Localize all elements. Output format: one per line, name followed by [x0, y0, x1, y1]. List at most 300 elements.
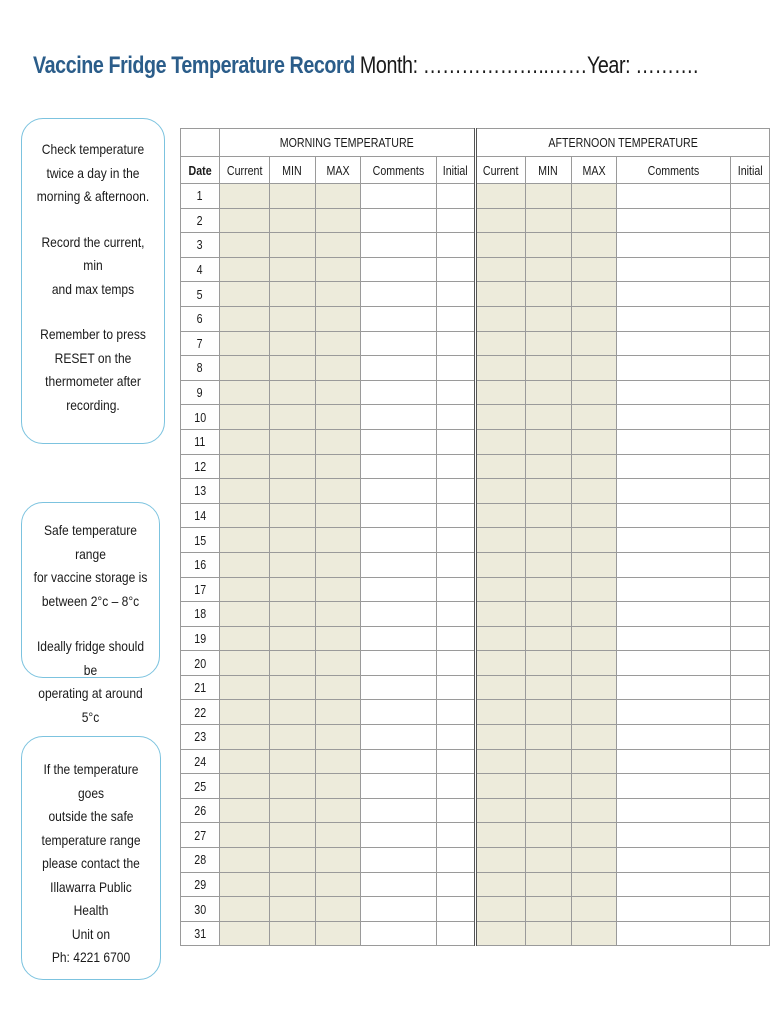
morning-comments-cell[interactable]	[361, 208, 437, 233]
morning-comments-cell[interactable]	[361, 282, 437, 307]
morning-min-cell[interactable]	[269, 306, 315, 331]
afternoon-min-cell[interactable]	[525, 700, 571, 725]
afternoon-current-cell[interactable]	[476, 479, 526, 504]
afternoon-comments-cell[interactable]	[617, 725, 730, 750]
morning-min-cell[interactable]	[269, 798, 315, 823]
afternoon-max-cell[interactable]	[571, 749, 616, 774]
morning-min-cell[interactable]	[269, 651, 315, 676]
afternoon-max-cell[interactable]	[571, 503, 616, 528]
morning-current-cell[interactable]	[220, 798, 270, 823]
morning-min-cell[interactable]	[269, 823, 315, 848]
afternoon-current-cell[interactable]	[476, 356, 526, 381]
morning-min-cell[interactable]	[269, 602, 315, 627]
morning-max-cell[interactable]	[315, 774, 360, 799]
morning-current-cell[interactable]	[220, 454, 270, 479]
afternoon-comments-cell[interactable]	[617, 257, 730, 282]
afternoon-initial-cell[interactable]	[730, 872, 769, 897]
afternoon-min-cell[interactable]	[525, 552, 571, 577]
afternoon-min-cell[interactable]	[525, 897, 571, 922]
morning-current-cell[interactable]	[220, 675, 270, 700]
afternoon-max-cell[interactable]	[571, 774, 616, 799]
morning-initial-cell[interactable]	[436, 749, 475, 774]
morning-initial-cell[interactable]	[436, 233, 475, 258]
morning-min-cell[interactable]	[269, 774, 315, 799]
afternoon-current-cell[interactable]	[476, 848, 526, 873]
morning-comments-cell[interactable]	[361, 429, 437, 454]
morning-initial-cell[interactable]	[436, 257, 475, 282]
morning-max-cell[interactable]	[315, 626, 360, 651]
morning-current-cell[interactable]	[220, 380, 270, 405]
afternoon-current-cell[interactable]	[476, 921, 526, 946]
afternoon-max-cell[interactable]	[571, 626, 616, 651]
afternoon-initial-cell[interactable]	[730, 429, 769, 454]
afternoon-initial-cell[interactable]	[730, 528, 769, 553]
morning-current-cell[interactable]	[220, 208, 270, 233]
morning-comments-cell[interactable]	[361, 626, 437, 651]
morning-min-cell[interactable]	[269, 897, 315, 922]
morning-current-cell[interactable]	[220, 479, 270, 504]
afternoon-min-cell[interactable]	[525, 651, 571, 676]
afternoon-initial-cell[interactable]	[730, 749, 769, 774]
morning-comments-cell[interactable]	[361, 454, 437, 479]
morning-initial-cell[interactable]	[436, 848, 475, 873]
morning-initial-cell[interactable]	[436, 503, 475, 528]
afternoon-min-cell[interactable]	[525, 749, 571, 774]
morning-initial-cell[interactable]	[436, 380, 475, 405]
afternoon-initial-cell[interactable]	[730, 675, 769, 700]
afternoon-comments-cell[interactable]	[617, 700, 730, 725]
afternoon-min-cell[interactable]	[525, 405, 571, 430]
afternoon-max-cell[interactable]	[571, 577, 616, 602]
morning-min-cell[interactable]	[269, 725, 315, 750]
afternoon-comments-cell[interactable]	[617, 479, 730, 504]
morning-min-cell[interactable]	[269, 405, 315, 430]
afternoon-min-cell[interactable]	[525, 921, 571, 946]
afternoon-initial-cell[interactable]	[730, 798, 769, 823]
afternoon-initial-cell[interactable]	[730, 208, 769, 233]
afternoon-max-cell[interactable]	[571, 823, 616, 848]
morning-comments-cell[interactable]	[361, 700, 437, 725]
morning-max-cell[interactable]	[315, 257, 360, 282]
morning-comments-cell[interactable]	[361, 552, 437, 577]
morning-initial-cell[interactable]	[436, 331, 475, 356]
morning-min-cell[interactable]	[269, 872, 315, 897]
afternoon-max-cell[interactable]	[571, 921, 616, 946]
afternoon-initial-cell[interactable]	[730, 774, 769, 799]
morning-initial-cell[interactable]	[436, 897, 475, 922]
afternoon-current-cell[interactable]	[476, 454, 526, 479]
morning-current-cell[interactable]	[220, 921, 270, 946]
afternoon-initial-cell[interactable]	[730, 405, 769, 430]
morning-initial-cell[interactable]	[436, 356, 475, 381]
morning-max-cell[interactable]	[315, 823, 360, 848]
morning-comments-cell[interactable]	[361, 774, 437, 799]
afternoon-comments-cell[interactable]	[617, 356, 730, 381]
morning-current-cell[interactable]	[220, 184, 270, 209]
afternoon-initial-cell[interactable]	[730, 651, 769, 676]
afternoon-min-cell[interactable]	[525, 675, 571, 700]
morning-comments-cell[interactable]	[361, 184, 437, 209]
afternoon-max-cell[interactable]	[571, 405, 616, 430]
afternoon-max-cell[interactable]	[571, 700, 616, 725]
afternoon-max-cell[interactable]	[571, 208, 616, 233]
morning-max-cell[interactable]	[315, 552, 360, 577]
afternoon-current-cell[interactable]	[476, 577, 526, 602]
morning-min-cell[interactable]	[269, 429, 315, 454]
morning-current-cell[interactable]	[220, 823, 270, 848]
afternoon-min-cell[interactable]	[525, 380, 571, 405]
morning-current-cell[interactable]	[220, 897, 270, 922]
afternoon-initial-cell[interactable]	[730, 331, 769, 356]
morning-comments-cell[interactable]	[361, 872, 437, 897]
morning-min-cell[interactable]	[269, 208, 315, 233]
morning-min-cell[interactable]	[269, 848, 315, 873]
morning-initial-cell[interactable]	[436, 306, 475, 331]
afternoon-min-cell[interactable]	[525, 233, 571, 258]
afternoon-max-cell[interactable]	[571, 233, 616, 258]
morning-current-cell[interactable]	[220, 282, 270, 307]
morning-min-cell[interactable]	[269, 626, 315, 651]
afternoon-current-cell[interactable]	[476, 774, 526, 799]
afternoon-comments-cell[interactable]	[617, 405, 730, 430]
morning-comments-cell[interactable]	[361, 528, 437, 553]
afternoon-min-cell[interactable]	[525, 798, 571, 823]
afternoon-comments-cell[interactable]	[617, 602, 730, 627]
morning-initial-cell[interactable]	[436, 626, 475, 651]
morning-min-cell[interactable]	[269, 257, 315, 282]
morning-comments-cell[interactable]	[361, 577, 437, 602]
morning-initial-cell[interactable]	[436, 282, 475, 307]
morning-comments-cell[interactable]	[361, 823, 437, 848]
morning-initial-cell[interactable]	[436, 725, 475, 750]
morning-max-cell[interactable]	[315, 602, 360, 627]
afternoon-max-cell[interactable]	[571, 257, 616, 282]
morning-initial-cell[interactable]	[436, 405, 475, 430]
morning-min-cell[interactable]	[269, 184, 315, 209]
afternoon-min-cell[interactable]	[525, 577, 571, 602]
afternoon-current-cell[interactable]	[476, 282, 526, 307]
morning-min-cell[interactable]	[269, 675, 315, 700]
afternoon-min-cell[interactable]	[525, 208, 571, 233]
afternoon-initial-cell[interactable]	[730, 823, 769, 848]
morning-max-cell[interactable]	[315, 872, 360, 897]
morning-min-cell[interactable]	[269, 921, 315, 946]
morning-max-cell[interactable]	[315, 356, 360, 381]
morning-max-cell[interactable]	[315, 479, 360, 504]
afternoon-current-cell[interactable]	[476, 208, 526, 233]
afternoon-current-cell[interactable]	[476, 405, 526, 430]
morning-comments-cell[interactable]	[361, 306, 437, 331]
afternoon-current-cell[interactable]	[476, 602, 526, 627]
afternoon-max-cell[interactable]	[571, 528, 616, 553]
morning-current-cell[interactable]	[220, 405, 270, 430]
morning-initial-cell[interactable]	[436, 552, 475, 577]
afternoon-current-cell[interactable]	[476, 798, 526, 823]
afternoon-initial-cell[interactable]	[730, 380, 769, 405]
morning-comments-cell[interactable]	[361, 356, 437, 381]
afternoon-comments-cell[interactable]	[617, 675, 730, 700]
morning-max-cell[interactable]	[315, 675, 360, 700]
afternoon-initial-cell[interactable]	[730, 233, 769, 258]
afternoon-current-cell[interactable]	[476, 233, 526, 258]
afternoon-comments-cell[interactable]	[617, 528, 730, 553]
morning-comments-cell[interactable]	[361, 479, 437, 504]
morning-current-cell[interactable]	[220, 233, 270, 258]
afternoon-current-cell[interactable]	[476, 429, 526, 454]
morning-max-cell[interactable]	[315, 184, 360, 209]
afternoon-initial-cell[interactable]	[730, 602, 769, 627]
morning-current-cell[interactable]	[220, 257, 270, 282]
afternoon-comments-cell[interactable]	[617, 823, 730, 848]
morning-initial-cell[interactable]	[436, 184, 475, 209]
morning-min-cell[interactable]	[269, 233, 315, 258]
morning-current-cell[interactable]	[220, 749, 270, 774]
morning-current-cell[interactable]	[220, 725, 270, 750]
afternoon-min-cell[interactable]	[525, 454, 571, 479]
afternoon-comments-cell[interactable]	[617, 306, 730, 331]
afternoon-min-cell[interactable]	[525, 848, 571, 873]
afternoon-min-cell[interactable]	[525, 257, 571, 282]
morning-current-cell[interactable]	[220, 602, 270, 627]
afternoon-comments-cell[interactable]	[617, 184, 730, 209]
morning-current-cell[interactable]	[220, 774, 270, 799]
morning-initial-cell[interactable]	[436, 528, 475, 553]
afternoon-initial-cell[interactable]	[730, 725, 769, 750]
afternoon-comments-cell[interactable]	[617, 921, 730, 946]
morning-initial-cell[interactable]	[436, 675, 475, 700]
morning-comments-cell[interactable]	[361, 798, 437, 823]
morning-initial-cell[interactable]	[436, 823, 475, 848]
afternoon-comments-cell[interactable]	[617, 429, 730, 454]
morning-initial-cell[interactable]	[436, 700, 475, 725]
morning-comments-cell[interactable]	[361, 257, 437, 282]
afternoon-min-cell[interactable]	[525, 429, 571, 454]
morning-current-cell[interactable]	[220, 503, 270, 528]
morning-max-cell[interactable]	[315, 306, 360, 331]
afternoon-current-cell[interactable]	[476, 331, 526, 356]
afternoon-initial-cell[interactable]	[730, 479, 769, 504]
afternoon-max-cell[interactable]	[571, 872, 616, 897]
afternoon-max-cell[interactable]	[571, 331, 616, 356]
afternoon-current-cell[interactable]	[476, 700, 526, 725]
afternoon-max-cell[interactable]	[571, 848, 616, 873]
afternoon-min-cell[interactable]	[525, 774, 571, 799]
morning-min-cell[interactable]	[269, 479, 315, 504]
afternoon-max-cell[interactable]	[571, 184, 616, 209]
afternoon-comments-cell[interactable]	[617, 897, 730, 922]
afternoon-max-cell[interactable]	[571, 725, 616, 750]
morning-current-cell[interactable]	[220, 528, 270, 553]
morning-comments-cell[interactable]	[361, 675, 437, 700]
morning-initial-cell[interactable]	[436, 602, 475, 627]
morning-initial-cell[interactable]	[436, 208, 475, 233]
afternoon-current-cell[interactable]	[476, 528, 526, 553]
morning-comments-cell[interactable]	[361, 749, 437, 774]
afternoon-max-cell[interactable]	[571, 356, 616, 381]
afternoon-initial-cell[interactable]	[730, 626, 769, 651]
morning-max-cell[interactable]	[315, 331, 360, 356]
morning-current-cell[interactable]	[220, 331, 270, 356]
morning-min-cell[interactable]	[269, 503, 315, 528]
morning-max-cell[interactable]	[315, 503, 360, 528]
afternoon-min-cell[interactable]	[525, 503, 571, 528]
afternoon-current-cell[interactable]	[476, 749, 526, 774]
afternoon-initial-cell[interactable]	[730, 503, 769, 528]
afternoon-min-cell[interactable]	[525, 725, 571, 750]
afternoon-initial-cell[interactable]	[730, 282, 769, 307]
morning-initial-cell[interactable]	[436, 921, 475, 946]
morning-max-cell[interactable]	[315, 897, 360, 922]
afternoon-initial-cell[interactable]	[730, 700, 769, 725]
morning-min-cell[interactable]	[269, 356, 315, 381]
morning-initial-cell[interactable]	[436, 454, 475, 479]
afternoon-max-cell[interactable]	[571, 552, 616, 577]
morning-max-cell[interactable]	[315, 725, 360, 750]
morning-initial-cell[interactable]	[436, 872, 475, 897]
morning-min-cell[interactable]	[269, 749, 315, 774]
afternoon-initial-cell[interactable]	[730, 184, 769, 209]
morning-comments-cell[interactable]	[361, 651, 437, 676]
afternoon-max-cell[interactable]	[571, 429, 616, 454]
morning-current-cell[interactable]	[220, 577, 270, 602]
morning-max-cell[interactable]	[315, 749, 360, 774]
morning-current-cell[interactable]	[220, 356, 270, 381]
afternoon-max-cell[interactable]	[571, 602, 616, 627]
morning-comments-cell[interactable]	[361, 380, 437, 405]
afternoon-comments-cell[interactable]	[617, 798, 730, 823]
morning-max-cell[interactable]	[315, 921, 360, 946]
morning-min-cell[interactable]	[269, 700, 315, 725]
afternoon-max-cell[interactable]	[571, 675, 616, 700]
morning-comments-cell[interactable]	[361, 921, 437, 946]
afternoon-initial-cell[interactable]	[730, 552, 769, 577]
morning-comments-cell[interactable]	[361, 405, 437, 430]
afternoon-current-cell[interactable]	[476, 675, 526, 700]
afternoon-comments-cell[interactable]	[617, 749, 730, 774]
morning-comments-cell[interactable]	[361, 331, 437, 356]
morning-max-cell[interactable]	[315, 700, 360, 725]
morning-current-cell[interactable]	[220, 651, 270, 676]
afternoon-max-cell[interactable]	[571, 454, 616, 479]
afternoon-initial-cell[interactable]	[730, 848, 769, 873]
afternoon-initial-cell[interactable]	[730, 257, 769, 282]
afternoon-comments-cell[interactable]	[617, 233, 730, 258]
afternoon-current-cell[interactable]	[476, 257, 526, 282]
afternoon-min-cell[interactable]	[525, 626, 571, 651]
morning-max-cell[interactable]	[315, 848, 360, 873]
morning-comments-cell[interactable]	[361, 503, 437, 528]
afternoon-initial-cell[interactable]	[730, 306, 769, 331]
morning-min-cell[interactable]	[269, 380, 315, 405]
afternoon-comments-cell[interactable]	[617, 331, 730, 356]
afternoon-current-cell[interactable]	[476, 503, 526, 528]
afternoon-comments-cell[interactable]	[617, 282, 730, 307]
morning-max-cell[interactable]	[315, 528, 360, 553]
morning-initial-cell[interactable]	[436, 429, 475, 454]
morning-current-cell[interactable]	[220, 700, 270, 725]
morning-max-cell[interactable]	[315, 208, 360, 233]
morning-current-cell[interactable]	[220, 552, 270, 577]
afternoon-initial-cell[interactable]	[730, 454, 769, 479]
morning-min-cell[interactable]	[269, 552, 315, 577]
morning-max-cell[interactable]	[315, 429, 360, 454]
afternoon-comments-cell[interactable]	[617, 774, 730, 799]
morning-comments-cell[interactable]	[361, 602, 437, 627]
morning-max-cell[interactable]	[315, 454, 360, 479]
afternoon-max-cell[interactable]	[571, 380, 616, 405]
afternoon-current-cell[interactable]	[476, 897, 526, 922]
morning-max-cell[interactable]	[315, 577, 360, 602]
morning-comments-cell[interactable]	[361, 725, 437, 750]
morning-current-cell[interactable]	[220, 306, 270, 331]
afternoon-current-cell[interactable]	[476, 306, 526, 331]
morning-comments-cell[interactable]	[361, 233, 437, 258]
morning-max-cell[interactable]	[315, 405, 360, 430]
afternoon-current-cell[interactable]	[476, 872, 526, 897]
afternoon-min-cell[interactable]	[525, 282, 571, 307]
morning-current-cell[interactable]	[220, 872, 270, 897]
morning-min-cell[interactable]	[269, 577, 315, 602]
afternoon-initial-cell[interactable]	[730, 897, 769, 922]
afternoon-max-cell[interactable]	[571, 897, 616, 922]
afternoon-min-cell[interactable]	[525, 823, 571, 848]
afternoon-max-cell[interactable]	[571, 651, 616, 676]
afternoon-comments-cell[interactable]	[617, 577, 730, 602]
morning-initial-cell[interactable]	[436, 651, 475, 676]
morning-max-cell[interactable]	[315, 233, 360, 258]
afternoon-current-cell[interactable]	[476, 626, 526, 651]
morning-initial-cell[interactable]	[436, 479, 475, 504]
afternoon-current-cell[interactable]	[476, 823, 526, 848]
afternoon-current-cell[interactable]	[476, 725, 526, 750]
morning-min-cell[interactable]	[269, 282, 315, 307]
afternoon-comments-cell[interactable]	[617, 503, 730, 528]
afternoon-current-cell[interactable]	[476, 380, 526, 405]
afternoon-comments-cell[interactable]	[617, 454, 730, 479]
afternoon-comments-cell[interactable]	[617, 872, 730, 897]
morning-min-cell[interactable]	[269, 454, 315, 479]
afternoon-min-cell[interactable]	[525, 602, 571, 627]
morning-min-cell[interactable]	[269, 528, 315, 553]
afternoon-comments-cell[interactable]	[617, 626, 730, 651]
morning-max-cell[interactable]	[315, 651, 360, 676]
afternoon-initial-cell[interactable]	[730, 577, 769, 602]
morning-initial-cell[interactable]	[436, 798, 475, 823]
afternoon-max-cell[interactable]	[571, 798, 616, 823]
afternoon-min-cell[interactable]	[525, 528, 571, 553]
morning-current-cell[interactable]	[220, 848, 270, 873]
afternoon-max-cell[interactable]	[571, 282, 616, 307]
afternoon-comments-cell[interactable]	[617, 651, 730, 676]
afternoon-comments-cell[interactable]	[617, 208, 730, 233]
morning-comments-cell[interactable]	[361, 897, 437, 922]
afternoon-min-cell[interactable]	[525, 479, 571, 504]
afternoon-min-cell[interactable]	[525, 356, 571, 381]
afternoon-current-cell[interactable]	[476, 552, 526, 577]
afternoon-current-cell[interactable]	[476, 184, 526, 209]
morning-max-cell[interactable]	[315, 380, 360, 405]
morning-max-cell[interactable]	[315, 282, 360, 307]
afternoon-comments-cell[interactable]	[617, 552, 730, 577]
morning-current-cell[interactable]	[220, 429, 270, 454]
afternoon-current-cell[interactable]	[476, 651, 526, 676]
afternoon-min-cell[interactable]	[525, 331, 571, 356]
afternoon-initial-cell[interactable]	[730, 356, 769, 381]
morning-initial-cell[interactable]	[436, 774, 475, 799]
morning-max-cell[interactable]	[315, 798, 360, 823]
afternoon-min-cell[interactable]	[525, 872, 571, 897]
afternoon-comments-cell[interactable]	[617, 848, 730, 873]
